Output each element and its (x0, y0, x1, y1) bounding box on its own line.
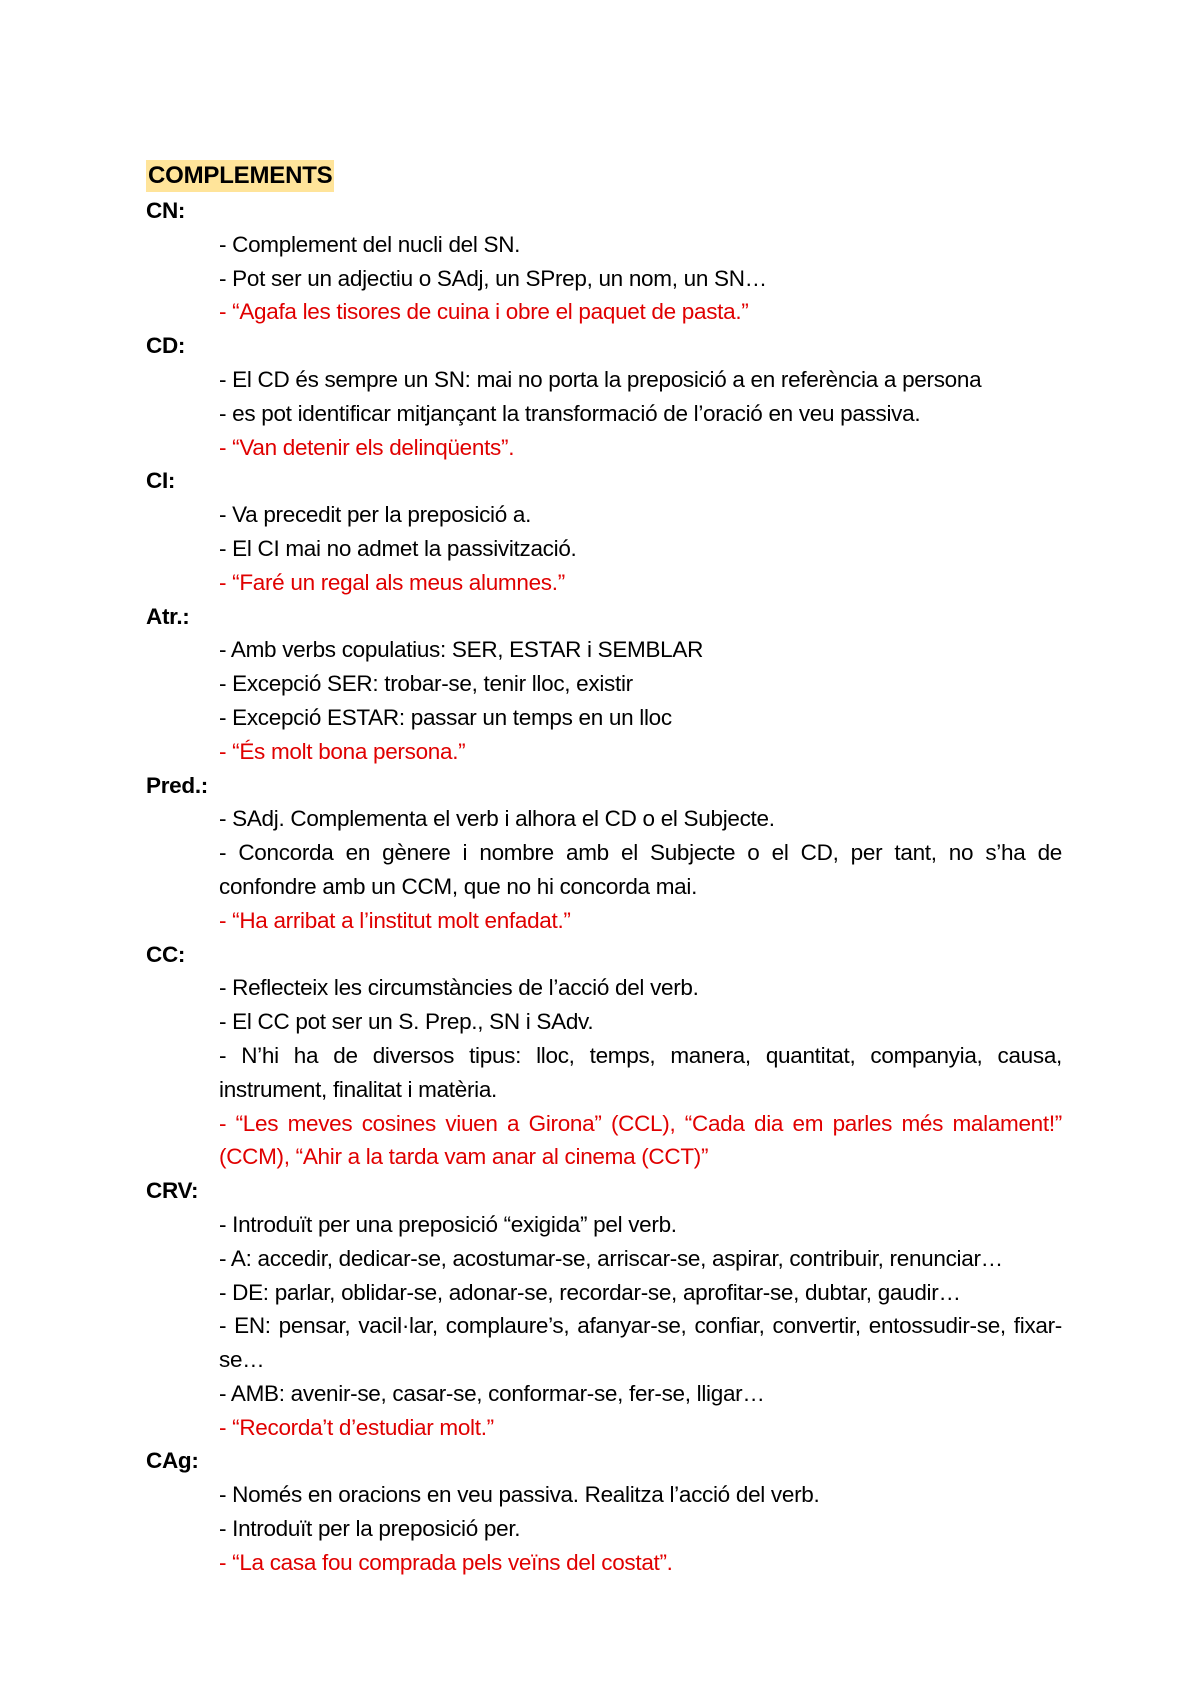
rule-item: - Complement del nucli del SN. (219, 231, 521, 257)
section-cd (146, 329, 1062, 464)
section-label: CRV: (146, 1178, 199, 1204)
example-sentence: - “Agafa les tisores de cuina i obre el paquet de pasta.” (219, 299, 749, 325)
section-label: CD: (146, 333, 186, 359)
section-atr (146, 600, 1062, 769)
section-label: Atr.: (146, 603, 190, 629)
rule-item: - Excepció SER: trobar-se, tenir lloc, existir (219, 671, 633, 697)
example-sentence: - “Faré un regal als meus alumnes.” (219, 569, 565, 595)
rule-item: - El CD és sempre un SN: mai no porta la preposició a en referència a persona (219, 366, 982, 392)
section-pred (146, 769, 1062, 938)
sections-container (146, 194, 1062, 1580)
example-sentence: - “La casa fou comprada pels veïns del costat”. (219, 1549, 673, 1575)
rule-item: - El CC pot ser un S. Prep., SN i SAdv. (219, 1009, 594, 1035)
example-sentence: - “Les meves cosines viuen a Girona” (CCL), “Cada dia em parles més malament!” (CCM), “Ahir a la tarda vam anar al cinema (CCT)” (219, 1110, 1062, 1170)
example-sentence: - “Ha arribat a l’institut molt enfadat.” (219, 907, 571, 933)
rule-item: - Concorda en gènere i nombre amb el Subjecte o el CD, per tant, no s’ha de confondre amb un CCM, que no hi concorda mai. (219, 840, 1062, 899)
section-label: CAg: (146, 1448, 199, 1474)
rule-item: - SAdj. Complementa el verb i alhora el CD o el Subjecte. (219, 806, 775, 832)
section-crv (146, 1174, 1062, 1444)
rule-item: - N’hi ha de diversos tipus: lloc, temps, manera, quantitat, companyia, causa, instrument, finalitat i matèria. (219, 1042, 1062, 1102)
document-title: COMPLEMENTS (146, 160, 334, 192)
rule-item: - Excepció ESTAR: passar un temps en un lloc (219, 704, 672, 730)
section-cag (146, 1444, 1062, 1579)
section-label: CC: (146, 941, 186, 967)
rule-item: - A: accedir, dedicar-se, acostumar-se, arriscar-se, aspirar, contribuir, renunciar… (219, 1245, 1003, 1271)
section-label: CN: (146, 198, 186, 223)
rule-item: - Introduït per la preposició per. (219, 1516, 521, 1542)
example-sentence: - “Van detenir els delinqüents”. (219, 434, 515, 460)
rule-item: - DE: parlar, oblidar-se, adonar-se, recordar-se, aprofitar-se, dubtar, gaudir… (219, 1279, 961, 1305)
section-cn (146, 194, 1062, 329)
rule-item: - es pot identificar mitjançant la transformació de l’oració en veu passiva. (219, 400, 921, 426)
section-label: CI: (146, 468, 176, 494)
rule-item: - AMB: avenir-se, casar-se, conformar-se, fer-se, lligar… (219, 1380, 765, 1406)
example-sentence: - “Recorda’t d’estudiar molt.” (219, 1414, 494, 1440)
rule-item: - Reflecteix les circumstàncies de l’acció del verb. (219, 975, 699, 1001)
rule-item: - Introduït per una preposició “exigida” pel verb. (219, 1211, 677, 1237)
rule-item: - Amb verbs copulatius: SER, ESTAR i SEMBLAR (219, 637, 704, 663)
document-page (146, 158, 1062, 1580)
rule-item: - Només en oracions en veu passiva. Realitza l’acció del verb. (219, 1482, 820, 1508)
example-sentence: - “És molt bona persona.” (219, 738, 466, 764)
rule-item: - El CI mai no admet la passivització. (219, 535, 577, 561)
rule-item: - EN: pensar, vacil·lar, complaure’s, afanyar-se, confiar, convertir, entossudir-se, fixar-se… (219, 1313, 1062, 1373)
section-ci (146, 464, 1062, 599)
section-cc (146, 938, 1062, 1175)
rule-item: - Va precedit per la preposició a. (219, 502, 532, 528)
rule-item: - Pot ser un adjectiu o SAdj, un SPrep, un nom, un SN… (219, 265, 767, 291)
section-label: Pred.: (146, 772, 208, 798)
title-row (146, 158, 1062, 194)
